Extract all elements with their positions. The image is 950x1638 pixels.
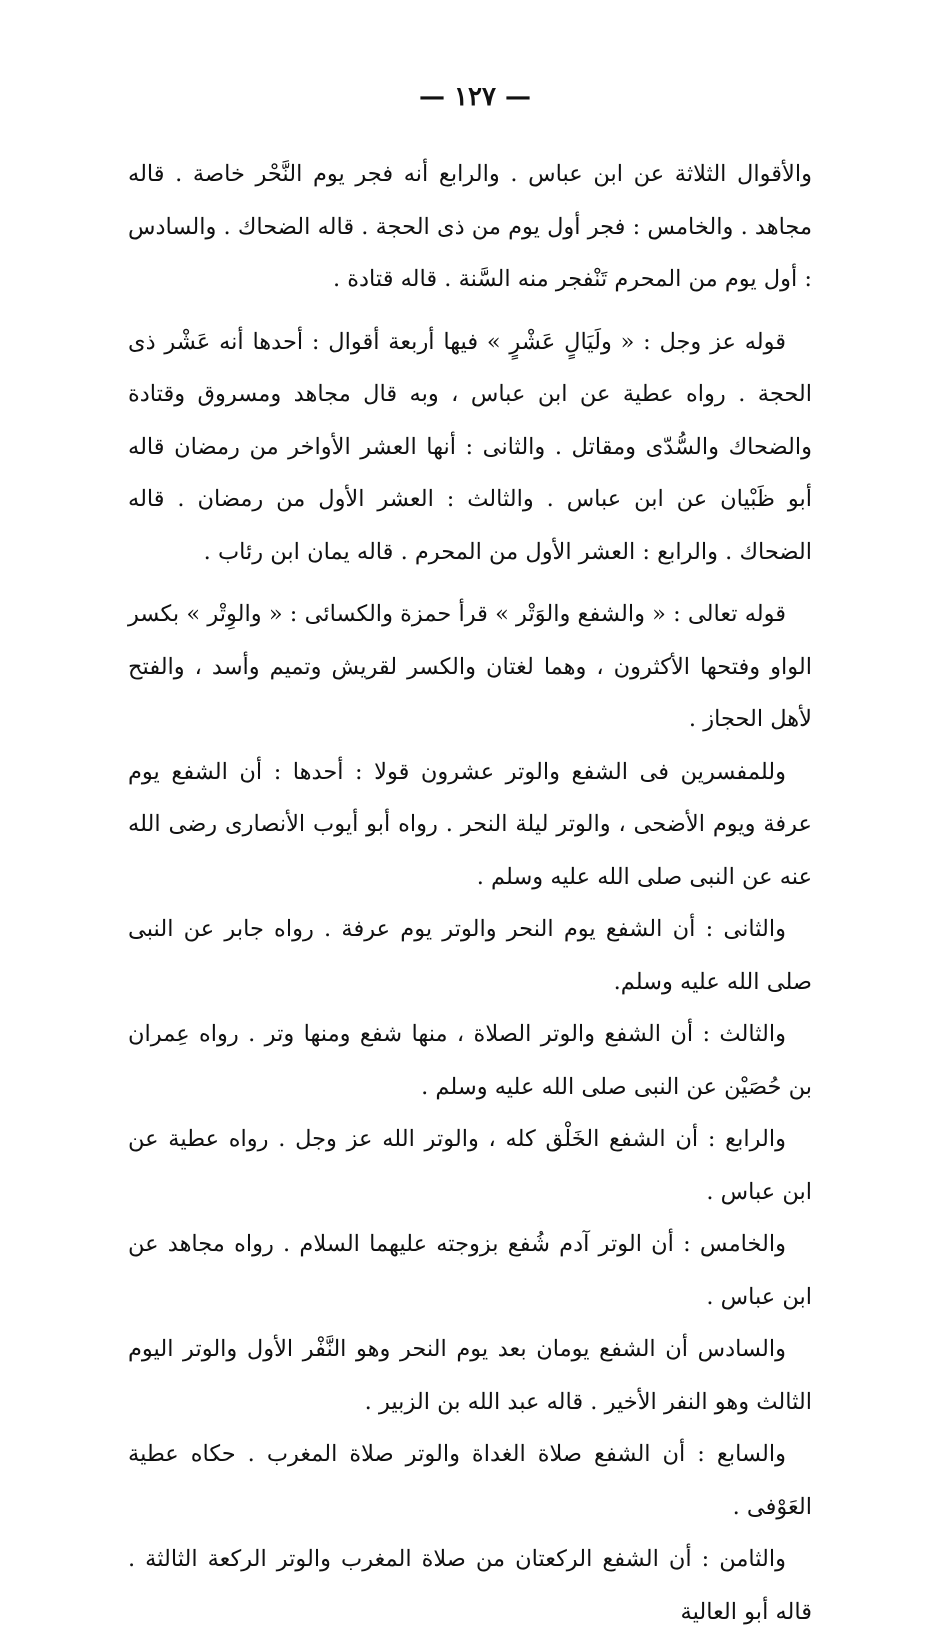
paragraph: قوله تعالى : « والشفع والوَتْر » قرأ حمزة والكسائى : « والوِتْر » بكسر الواو وفتحها الأكثرون ، وهما لغتان والكسر لقريش وتميم وأسد ، والفتح لأهل الحجاز .	[128, 601, 812, 732]
body-text	[128, 148, 812, 1638]
paragraph: وللمفسرين فى الشفع والوتر عشرون قولا : أحدها : أن الشفع يوم عرفة ويوم الأضحى ، والوتر ليلة النحر . رواه أبو أيوب الأنصارى رضى الله عنه عن النبى صلى الله عليه وسلم .	[128, 758, 812, 890]
page-number: — ١٢٧ —	[418, 82, 532, 112]
paragraph: والرابع : أن الشفع الخَلْق كله ، والوتر الله عز وجل . رواه عطية عن ابن عباس .	[128, 1126, 812, 1205]
paragraph: قوله عز وجل : « ولَيَالٍ عَشْرٍ » فيها أربعة أقوال : أحدها أنه عَشْر ذى الحجة . رواه عطية عن ابن عباس ، وبه قال مجاهد ومسروق وقتادة والضحاك والسُّدّى ومقاتل . والثانى : أنها العشر الأواخر من رمضان قاله أبو ظَبْيان عن ابن عباس . والثالث : العشر الأول من رمضان . قاله الضحاك . والرابع : العشر الأول من المحرم . قاله يمان ابن رئاب .	[128, 328, 812, 565]
paragraph: والثامن : أن الشفع الركعتان من صلاة المغرب والوتر الركعة الثالثة . قاله أبو العالية	[128, 1546, 812, 1625]
paragraph: والسادس أن الشفع يومان بعد يوم النحر وهو النَّفْر الأول والوتر اليوم الثالث وهو النفر الأخير . قاله عبد الله بن الزبير .	[128, 1336, 812, 1415]
paragraph: والثانى : أن الشفع يوم النحر والوتر يوم عرفة . رواه جابر عن النبى صلى الله عليه وسلم.	[128, 916, 812, 995]
paragraph: والثالث : أن الشفع والوتر الصلاة ، منها شفع ومنها وتر . رواه عِمران بن حُصَيْن عن النبى صلى الله عليه وسلم .	[128, 1021, 812, 1100]
paragraph: والخامس : أن الوتر آدم شُفع بزوجته عليهما السلام . رواه مجاهد عن ابن عباس .	[128, 1231, 812, 1310]
paragraph: والسابع : أن الشفع صلاة الغداة والوتر صلاة المغرب . حكاه عطية العَوْفى .	[128, 1441, 812, 1520]
paragraph: والأقوال الثلاثة عن ابن عباس . والرابع أنه فجر يوم النَّحْر خاصة . قاله مجاهد . والخامس : فجر أول يوم من ذى الحجة . قاله الضحاك . والسادس : أول يوم من المحرم تَنْفجر منه السَّنة . قاله قتادة .	[128, 161, 812, 292]
